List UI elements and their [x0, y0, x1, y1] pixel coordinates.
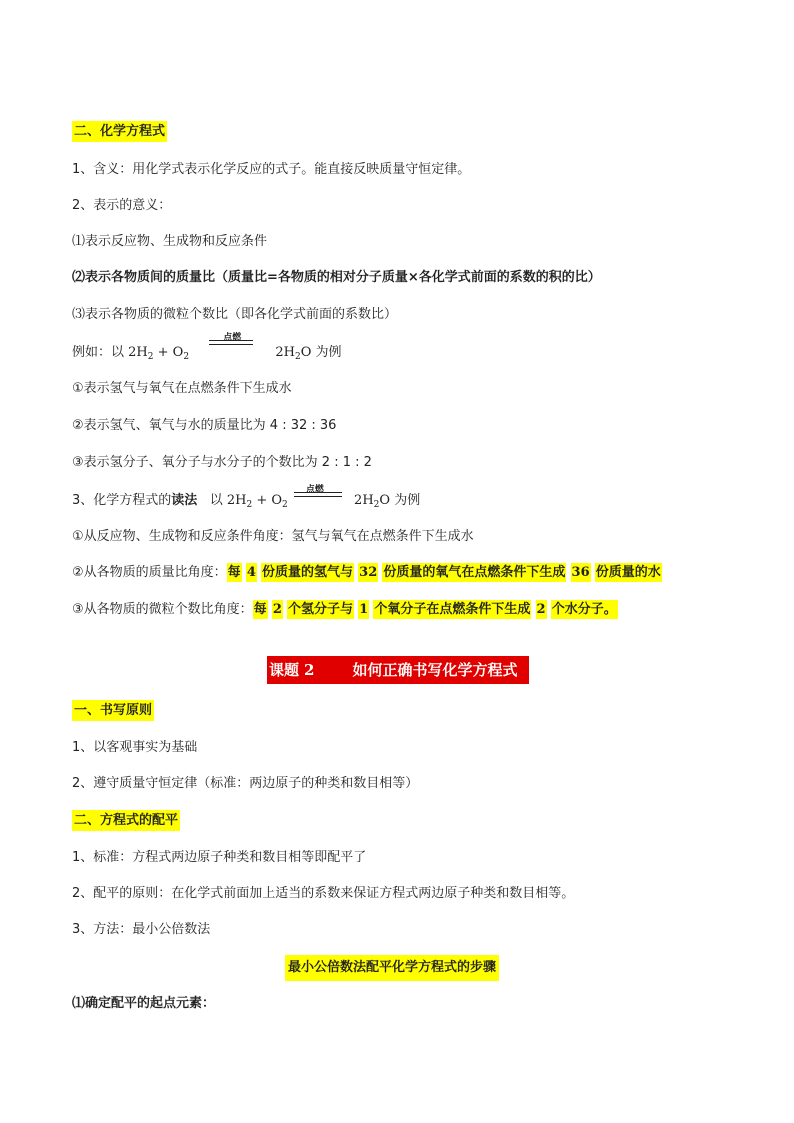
section-heading-equation: 二、化学方程式 [72, 122, 167, 142]
reading-r3: ③从各物质的微粒个数比角度：每 2 个氢分子与 1 个氧分子在点燃条件下生成 2 个水分子。 [72, 602, 617, 617]
equation-reactants: $2H_2 + O_2$ [128, 345, 190, 362]
principle-2: 2、遵守质量守恒定律（标准：两边原子的种类和数目相等） [72, 776, 419, 791]
section-heading-balancing: 二、方程式的配平 [72, 811, 180, 831]
equation-product: $2H_2O$ [354, 493, 391, 510]
meaning-c1: ①表示氢气与氧气在点燃条件下生成水 [72, 381, 292, 396]
reaction-condition: 点燃 [292, 490, 350, 504]
lesson-tag: 课题 [267, 656, 302, 684]
equation-reactants: $2H_2 + O_2$ [226, 493, 288, 510]
reaction-condition: 点燃 [193, 342, 271, 356]
meaning-2: ⑵表示各物质间的质量比（质量比=各物质的相对分子质量×各化学式前面的系数的积的比） [72, 270, 601, 285]
principle-1: 1、以客观事实为基础 [72, 740, 198, 755]
meaning-c3: ③表示氢分子、氧分子与水分子的个数比为 2 : 1 : 2 [72, 455, 372, 470]
meaning-1: ⑴表示反应物、生成物和反应条件 [72, 234, 268, 249]
example-line: 例如：以 $2H_2 + O_2$ 点燃 $2H_2O$ 为例 [72, 333, 342, 362]
steps-title: 最小公倍数法配平化学方程式的步骤 [285, 955, 499, 981]
section-heading-principles: 一、书写原则 [72, 701, 154, 721]
step-1: ⑴确定配平的起点元素： [72, 996, 216, 1011]
reading-line: 3、化学方程式的读法 以 $2H_2 + O_2$ 点燃 $2H_2O$ 为例 [72, 485, 421, 510]
lesson-title-bar: 2 如何正确书写化学方程式 [302, 656, 529, 684]
balancing-3: 3、方法：最小公倍数法 [72, 922, 211, 937]
balancing-1: 1、标准：方程式两边原子种类和数目相等即配平了 [72, 850, 367, 865]
meaning-c2: ②表示氢气、氧气与水的质量比为 4 : 32 : 36 [72, 418, 337, 433]
meaning-3: ⑶表示各物质的微粒个数比（即各化学式前面的系数比） [72, 307, 398, 322]
reading-r1: ①从反应物、生成物和反应条件角度：氢气与氧气在点燃条件下生成水 [72, 529, 474, 544]
reading-r2: ②从各物质的质量比角度：每 4 份质量的氢气与 32 份质量的氧气在点燃条件下生成 36 份质量的水 [72, 565, 661, 580]
equation-product: $2H_2O$ [275, 345, 312, 362]
item-meaning: 2、表示的意义： [72, 198, 172, 213]
item-definition: 1、含义：用化学式表示化学反应的式子。能直接反映质量守恒定律。 [72, 162, 471, 177]
balancing-2: 2、配平的原则：在化学式前面加上适当的系数来保证方程式两边原子种类和数目相等。 [72, 886, 575, 901]
